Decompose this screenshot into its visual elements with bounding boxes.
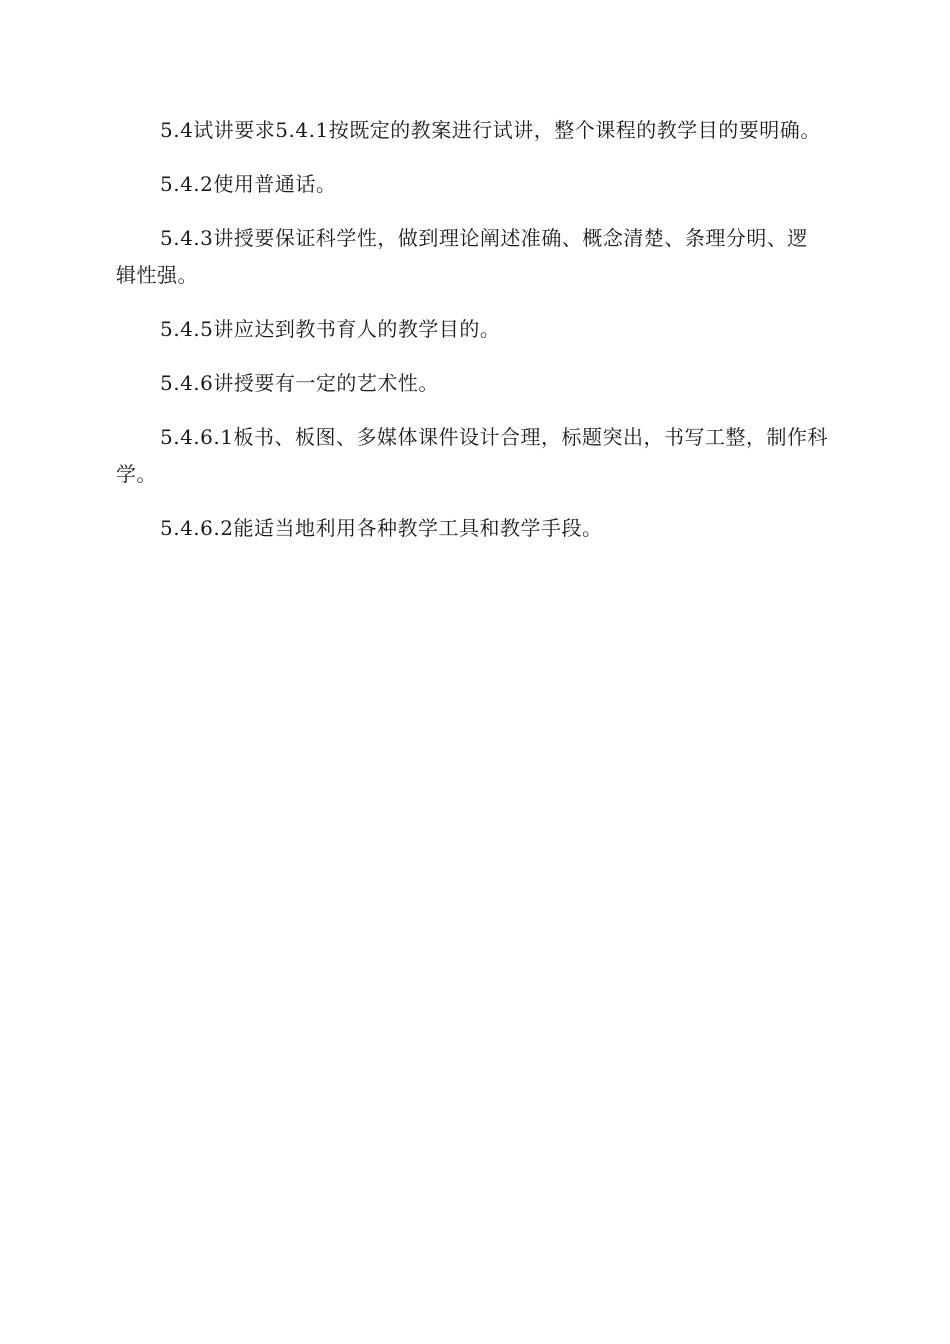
paragraph-5-4-3: 5.4.3讲授要保证科学性，做到理论阐述准确、概念清楚、条理分明、逻辑性强。 bbox=[116, 226, 808, 287]
paragraph-5-4-6-2: 5.4.6.2能适当地利用各种教学工具和教学手段。 bbox=[160, 516, 603, 540]
paragraph-5-4-6: 5.4.6讲授要有一定的艺术性。 bbox=[160, 371, 439, 395]
document-body bbox=[116, 112, 828, 564]
paragraph-5-4-5: 5.4.5讲应达到教书育人的教学目的。 bbox=[160, 317, 501, 341]
paragraph-5-4: 5.4试讲要求5.4.1按既定的教案进行试讲，整个课程的教学目的要明确。 bbox=[160, 118, 821, 142]
paragraph-5-4-2: 5.4.2使用普通话。 bbox=[160, 172, 337, 196]
paragraph-5-4-6-1: 5.4.6.1板书、板图、多媒体课件设计合理，标题突出，书写工整，制作科学。 bbox=[116, 425, 828, 486]
